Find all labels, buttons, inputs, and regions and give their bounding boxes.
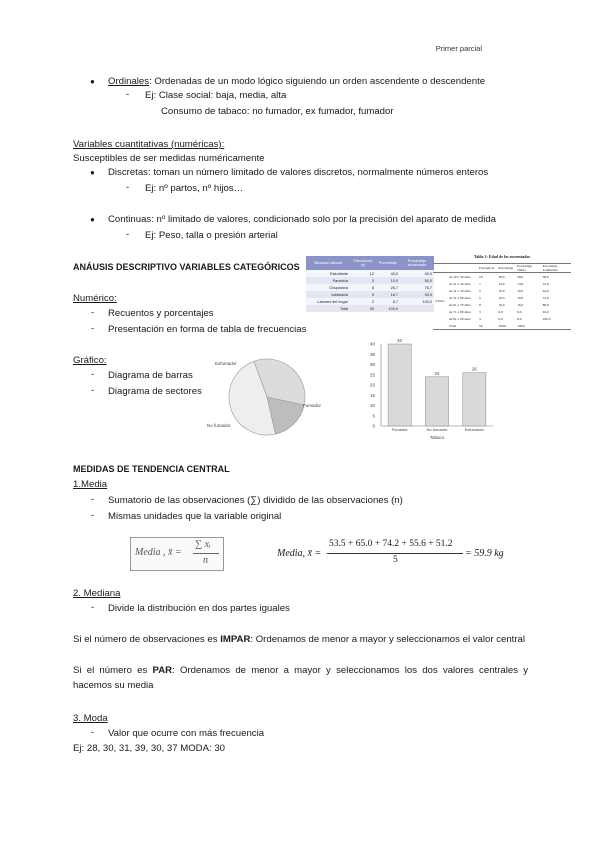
dash-icon: - <box>91 307 95 318</box>
bar-data-label: 40 <box>397 338 403 343</box>
formula2-numerator: 53.5 + 65.0 + 74.2 + 55.6 + 51.2 <box>329 539 453 549</box>
table-cell: Labores del hogar <box>306 298 350 305</box>
bullet-icon: ● <box>90 215 95 224</box>
bar <box>463 373 486 426</box>
table-cell: 100,0 <box>498 323 507 328</box>
pie-label: No fumador <box>207 423 231 428</box>
table-cell: Estudiante <box>306 270 350 277</box>
frequency-table <box>306 256 434 312</box>
table-cell: 52,0 <box>542 281 549 286</box>
par-paragraph <box>73 663 528 693</box>
table-row <box>433 287 571 294</box>
table-row <box>433 308 571 315</box>
table-cell: 40,0 <box>376 270 400 277</box>
fraction-bar <box>327 553 463 554</box>
frequency-table-wrap <box>306 256 434 312</box>
grafico-item-2: Diagrama de sectores <box>108 386 202 397</box>
pie-label: Fumador <box>303 403 322 408</box>
table-cell: 12 <box>350 270 376 277</box>
table-cell: 10,0 <box>376 277 400 284</box>
age-header: Porcentaje <box>498 266 514 270</box>
table-cell: 38,0 <box>542 274 549 279</box>
formula-media-example <box>277 537 527 571</box>
bar-tick-label: 25 <box>369 372 375 378</box>
discretas-example: Ej: nº partos, nº hijos… <box>145 183 244 194</box>
age-header <box>447 264 477 273</box>
impar-word: IMPAR <box>220 634 251 645</box>
table-row <box>306 277 434 284</box>
dash-icon: - <box>91 323 95 334</box>
formula-denominator: n <box>203 555 208 566</box>
table-cell: 30 <box>350 305 376 312</box>
age-group-label: Válido <box>435 299 445 303</box>
medidas-title: MEDIDAS DE TENDENCIA CENTRAL <box>73 464 230 474</box>
table-cell: 10,0 <box>498 295 505 300</box>
table-cell: 100,0 <box>376 305 400 312</box>
table-cell: 19 <box>479 274 483 279</box>
dash-icon: - <box>91 494 95 505</box>
table-cell: 6,7 <box>376 298 400 305</box>
impar-pre: Si el número de observaciones es <box>73 634 221 645</box>
age-table-title: Tabla 1: Edad de los encuestados <box>473 254 531 259</box>
dash-icon: - <box>126 89 130 100</box>
cuantitativas-subtitle: Susceptibles de ser medidas numéricamente <box>73 153 265 164</box>
bar-tick-label: 20 <box>369 382 375 388</box>
ordinales-example-1: Ej: Clase social: baja, media, alta <box>145 90 287 101</box>
bar-category-label: Fumador <box>391 427 408 432</box>
table-cell: 6,0 <box>498 309 503 314</box>
table-cell: 94,0 <box>542 309 549 314</box>
formula-media-generic <box>130 537 224 571</box>
page-header: Primer parcial <box>435 44 482 53</box>
table-cell: Total <box>449 323 457 328</box>
bar-data-label: 24 <box>434 370 440 376</box>
table-cell: 6,0 <box>517 316 522 321</box>
table-cell: 8 <box>350 284 376 291</box>
par-pre: Si el número es <box>73 665 153 676</box>
grafico-item-1: Diagrama de barras <box>108 370 193 381</box>
table-cell: 100,0 <box>517 323 526 328</box>
table-cell: 100,0 <box>542 316 551 321</box>
table-row <box>306 284 434 291</box>
formula2-denominator: 5 <box>393 555 398 565</box>
table-row <box>433 294 571 301</box>
freq-header: Porcentaje <box>376 256 400 270</box>
freq-header: Porcentaje acumulado <box>400 256 434 270</box>
table-cell: Ocupado/a <box>306 284 350 291</box>
table-cell: de 31 a 40 años <box>449 281 471 286</box>
ordinales-line <box>108 75 485 88</box>
bar-tick-label: 15 <box>369 392 375 398</box>
table-cell: de 20 a 30 años <box>449 274 471 279</box>
bar-tick-label: 35 <box>369 351 375 357</box>
formula-numerator: ∑ xᵢ <box>195 539 211 550</box>
analisis-title: ANÁUSIS DESCRIPTIVO VARIABLES CATEGÓRICOS <box>73 262 300 272</box>
media-title: 1.Media <box>73 479 108 490</box>
age-header <box>433 264 447 273</box>
table-row <box>433 280 571 287</box>
bar-x-axis-title: Tabaco <box>429 435 445 440</box>
dash-icon: - <box>126 229 130 240</box>
bar-category-label: Exfumador <box>464 427 485 432</box>
table-cell: 50,0 <box>400 277 434 284</box>
table-cell: 26,7 <box>376 284 400 291</box>
table-cell: Total <box>306 305 350 312</box>
bullet-icon: ● <box>90 77 95 86</box>
impar-paragraph <box>73 632 528 647</box>
age-table <box>433 263 571 330</box>
pie-label: Exfumador <box>215 361 237 366</box>
grafico-label: Gráfico: <box>73 355 107 366</box>
ordinales-label: Ordinales <box>108 76 150 87</box>
bar-tick-label: 40 <box>369 341 375 347</box>
table-cell: de 51 a 60 años <box>449 295 471 300</box>
table-cell: de 81 a 90 años <box>449 316 471 321</box>
continuas-example: Ej: Peso, talla o presión arterial <box>145 230 278 241</box>
table-cell: 88,0 <box>542 302 549 307</box>
bar-tick-label: 5 <box>372 413 375 419</box>
table-row <box>306 270 434 277</box>
table-row <box>433 315 571 322</box>
table-cell: 14,0 <box>498 281 505 286</box>
table-cell: 2 <box>350 298 376 305</box>
impar-post: : Ordenamos de menor a mayor y seleccionamos el valor central <box>250 634 525 645</box>
table-cell: 3 <box>479 316 481 321</box>
table-cell: Jubilado/a <box>306 291 350 298</box>
media-item-1: Sumatorio de las observaciones (∑) dividido de las observaciones (n) <box>108 495 403 506</box>
bar <box>388 344 411 426</box>
par-post: : Ordenamos de menor a mayor y seleccionamos los dos valores centrales y hacemos su media <box>73 665 529 691</box>
table-cell: 40,0 <box>400 270 434 277</box>
freq-header: Situación laboral <box>306 256 350 270</box>
table-row <box>306 291 434 298</box>
table-cell: 72,0 <box>542 295 549 300</box>
par-word: PAR <box>152 665 173 676</box>
table-row <box>306 305 434 312</box>
bar <box>425 377 448 426</box>
table-cell <box>541 322 571 330</box>
dash-icon: - <box>91 727 95 738</box>
age-table-wrap <box>433 254 571 330</box>
table-cell: de 71 a 80 años <box>449 309 471 314</box>
bullet-icon: ● <box>90 168 95 177</box>
formula2-result: = 59.9 kg <box>465 548 504 559</box>
cuantitativas-title: Variables cuantitativas (numéricas): <box>73 139 225 150</box>
table-row <box>433 301 571 308</box>
table-row <box>433 322 571 330</box>
pie-chart <box>205 352 322 442</box>
mediana-item: Divide la distribución en dos partes iguales <box>108 603 290 614</box>
table-cell <box>400 305 434 312</box>
table-cell: 38,0 <box>498 274 505 279</box>
dash-icon: - <box>91 602 95 613</box>
age-header: Porcentaje válido <box>517 264 532 272</box>
table-cell: 76,7 <box>400 284 434 291</box>
table-cell: 5 <box>479 288 481 293</box>
bar-tick-label: 10 <box>369 403 375 408</box>
bar-category-label: No fumador <box>426 427 448 432</box>
table-cell: 38,0 <box>517 274 524 279</box>
table-cell: 5 <box>350 291 376 298</box>
table-cell: Parado/a <box>306 277 350 284</box>
table-cell: 62,0 <box>542 288 549 293</box>
mediana-title: 2. Mediana <box>73 588 121 599</box>
bar-chart <box>363 338 503 444</box>
numerico-item-2: Presentación en forma de tabla de frecuencias <box>108 324 307 335</box>
freq-header: Frecuencia (n) <box>350 256 376 270</box>
formula-left: Media , x̄ = <box>135 547 182 558</box>
table-cell: 16,0 <box>517 302 524 307</box>
dash-icon: - <box>126 182 130 193</box>
ordinales-example-2: Consumo de tabaco: no fumador, ex fumador, fumador <box>161 106 394 117</box>
table-cell: 50 <box>479 323 483 328</box>
numerico-item-1: Recuentos y porcentajes <box>108 308 214 319</box>
table-cell: 6,0 <box>498 316 503 321</box>
table-row <box>433 273 571 281</box>
table-cell: de 61 a 70 años <box>449 302 471 307</box>
numerico-label: Numérico: <box>73 293 117 304</box>
table-cell: 10,0 <box>498 288 505 293</box>
bar-tick-label: 0 <box>372 423 375 429</box>
ordinales-text: : Ordenadas de un modo lógico siguiendo un orden ascendente o descendente <box>149 76 486 87</box>
table-cell: 3 <box>350 277 376 284</box>
table-cell: 5 <box>479 295 481 300</box>
table-cell: 6,0 <box>517 309 522 314</box>
moda-item: Valor que ocurre con más frecuencia <box>108 728 265 739</box>
table-row <box>306 298 434 305</box>
table-cell: de 41 a 50 años <box>449 288 471 293</box>
table-cell: 8 <box>479 302 481 307</box>
age-header: Frecuencia <box>479 266 495 270</box>
table-cell: 100,0 <box>400 298 434 305</box>
bar-tick-label: 30 <box>369 362 375 367</box>
table-cell: 93,3 <box>400 291 434 298</box>
table-cell: 7 <box>479 281 481 286</box>
fraction-bar <box>193 553 219 554</box>
table-cell: 10,0 <box>517 295 524 300</box>
age-header: Porcentaje acumulado <box>542 264 559 272</box>
moda-example: Ej: 28, 30, 31, 39, 30, 37 MODA: 30 <box>73 743 225 754</box>
table-cell: 14,0 <box>517 281 524 286</box>
formula2-left: Media, x̄ = <box>277 548 322 559</box>
dash-icon: - <box>91 510 95 521</box>
discretas-text: Discretas: toman un número limitado de valores discretos, normalmente números enteros <box>108 167 489 178</box>
bar-data-label: 26 <box>471 366 477 372</box>
table-cell: 16,7 <box>376 291 400 298</box>
moda-title: 3. Moda <box>73 713 108 724</box>
table-cell: 10,0 <box>517 288 524 293</box>
continuas-text: Continuas: nº limitado de valores, condicionado solo por la precisión del aparato de medida <box>108 214 497 225</box>
table-cell: 3 <box>479 309 481 314</box>
dash-icon: - <box>91 385 95 396</box>
table-cell: 16,0 <box>498 302 505 307</box>
dash-icon: - <box>91 369 95 380</box>
media-item-2: Mismas unidades que la variable original <box>108 511 282 522</box>
